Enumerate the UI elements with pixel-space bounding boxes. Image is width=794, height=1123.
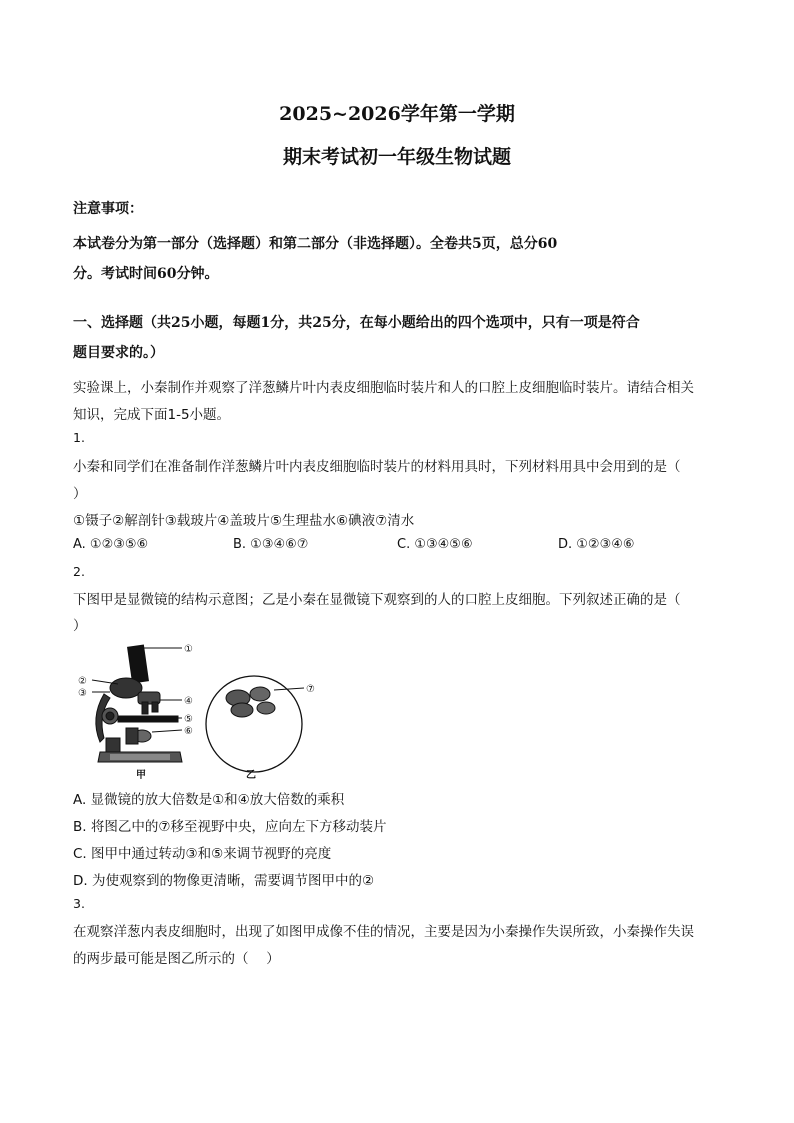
question-1-option-d: D. ①②③④⑥ (558, 537, 635, 552)
question-2-option-d: D. 为使观察到的物像更清晰，需要调节图甲中的② (73, 873, 375, 889)
cell-field-of-view (206, 676, 304, 772)
question-1-stem-line1: 小秦和同学们在准备制作洋葱鳞片叶内表皮细胞临时装片的材料用具时，下列材料用具中会用到的是（ (73, 459, 681, 475)
question-3-number: 3. (73, 896, 85, 911)
question-2-stem-line2: ） (73, 618, 87, 634)
question-2-option-a: A. 显微镜的放大倍数是①和④放大倍数的乘积 (73, 792, 345, 808)
section-heading-line2: 题目要求的。） (73, 345, 164, 361)
notice-text-line1: 本试卷分为第一部分（选择题）和第二部分（非选择题）。全卷共5页，总分60 (73, 236, 558, 252)
microscope-figure (70, 638, 330, 783)
notice-text-line2: 分。考试时间60分钟。 (73, 266, 219, 282)
exam-title-term: 2025~2026学年第一学期 (279, 103, 515, 125)
callout-4: ④ (184, 696, 193, 707)
question-1-number: 1. (73, 430, 85, 445)
exam-title-subject: 期末考试初一年级生物试题 (282, 146, 511, 168)
section-heading-line1: 一、选择题（共25小题，每题1分，共25分，在每小题给出的四个选项中，只有一项是符合 (73, 315, 640, 331)
question-1-materials: ①镊子②解剖针③载玻片④盖玻片⑤生理盐水⑥碘液⑦清水 (73, 513, 415, 529)
question-2-stem-line1: 下图甲是显微镜的结构示意图；乙是小秦在显微镜下观察到的人的口腔上皮细胞。下列叙述正确的是（ (73, 592, 681, 608)
question-3-stem-line2: 的两步最可能是图乙所示的（ ） (73, 951, 280, 967)
microscope-drawing (96, 645, 182, 762)
notice-heading: 注意事项： (73, 201, 143, 217)
callout-6: ⑥ (184, 726, 193, 737)
question-2-option-b: B. 将图乙中的⑦移至视野中央，应向左下方移动装片 (73, 819, 387, 835)
question-1-stem-line2: ） (73, 486, 87, 502)
figure-label-jia: 甲 (136, 770, 146, 781)
question-1-option-b: B. ①③④⑥⑦ (233, 537, 309, 552)
callout-5: ⑤ (184, 714, 193, 725)
question-2-number: 2. (73, 564, 85, 579)
callout-1: ① (184, 644, 193, 655)
callout-3: ③ (78, 688, 87, 699)
question-1-option-c: C. ①③④⑤⑥ (397, 537, 473, 552)
callout-2: ② (78, 676, 87, 687)
question-1-option-a: A. ①②③⑤⑥ (73, 537, 149, 552)
section-intro-line2: 知识，完成下面1-5小题。 (73, 407, 231, 423)
question-2-option-c: C. 图甲中通过转动③和⑤来调节视野的亮度 (73, 846, 332, 862)
figure-label-yi: 乙 (246, 770, 256, 781)
microscope-and-cell-diagram (70, 638, 330, 783)
question-3-stem-line1: 在观察洋葱内表皮细胞时，出现了如图甲成像不佳的情况，主要是因为小秦操作失误所致，小秦操作失误 (73, 924, 694, 940)
callout-7: ⑦ (306, 684, 315, 695)
section-intro-line1: 实验课上，小秦制作并观察了洋葱鳞片叶内表皮细胞临时装片和人的口腔上皮细胞临时装片。请结合相关 (73, 380, 694, 396)
